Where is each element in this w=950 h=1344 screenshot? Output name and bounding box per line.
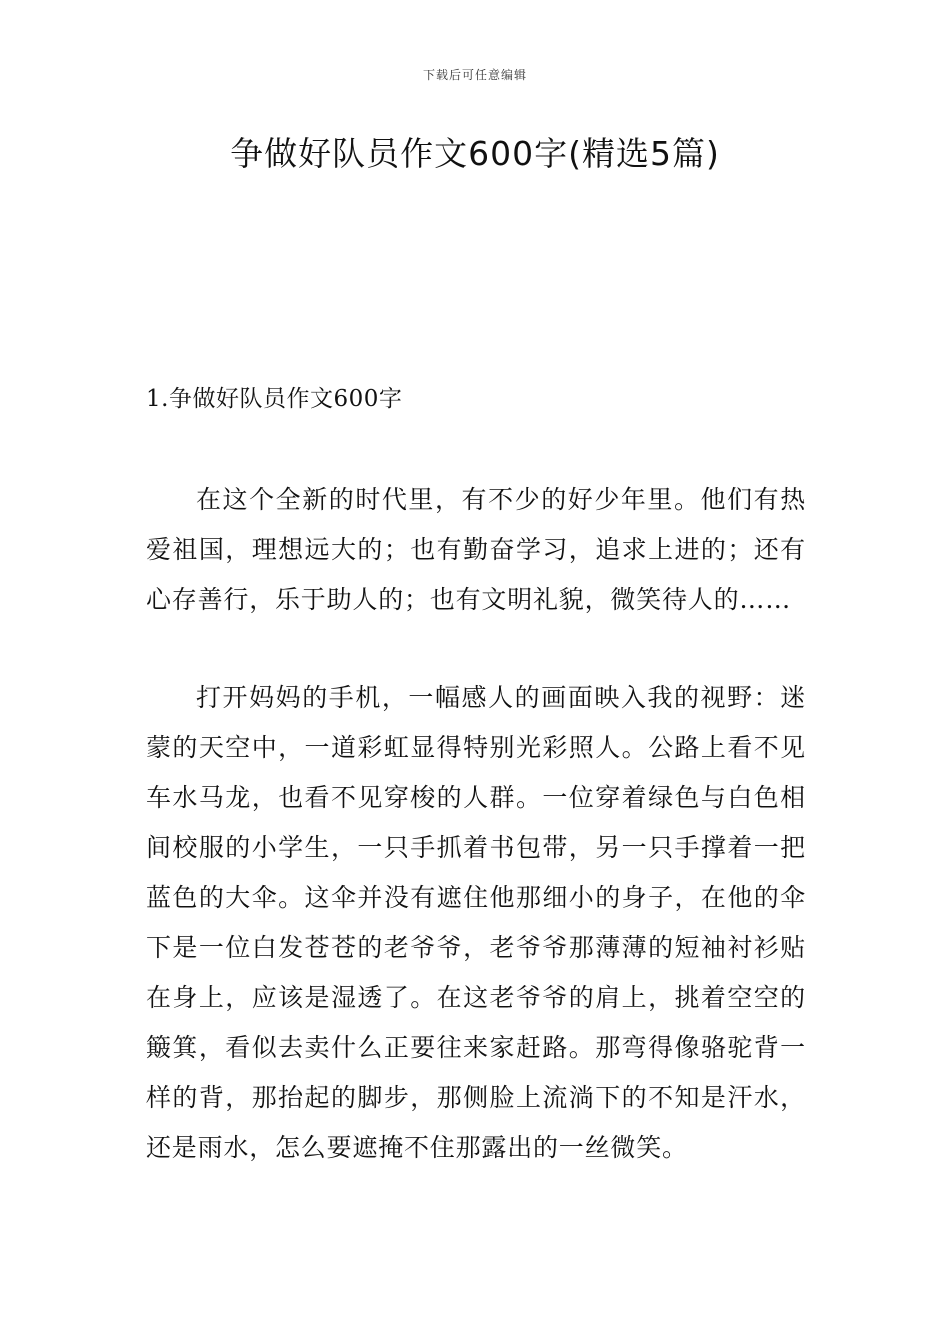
header-note: 下载后可任意编辑	[422, 68, 527, 82]
paragraph-story: 打开妈妈的手机，一幅感人的画面映入我的视野：迷蒙的天空中，一道彩虹显得特别光彩照人。公路上看不见车水马龙，也看不见穿梭的人群。一位穿着绿色与白色相间校服的小学生，一只手抓着书包带，另一只手撑着一把蓝色的大伞。这伞并没有遮住他那细小的身子，在他的伞下是一位白发苍苍的老爷爷，老爷爷那薄薄的短袖衬衫贴在身上，应该是湿透了。在这老爷爷的肩上，挑着空空的簸箕，看似去卖什么正要往来家赶路。那弯得像骆驼背一样的背，那抬起的脚步，那侧脸上流淌下的不知是汗水，还是雨水，怎么要遮掩不住那露出的一丝微笑。	[146, 683, 806, 1162]
section-heading: 1.争做好队员作文600字	[146, 386, 403, 412]
paragraph-intro: 在这个全新的时代里，有不少的好少年里。他们有热爱祖国，理想远大的；也有勤奋学习，追求上进的；还有心存善行，乐于助人的；也有文明礼貌，微笑待人的……	[146, 485, 806, 614]
page-title: 争做好队员作文600字(精选5篇)	[230, 134, 720, 173]
